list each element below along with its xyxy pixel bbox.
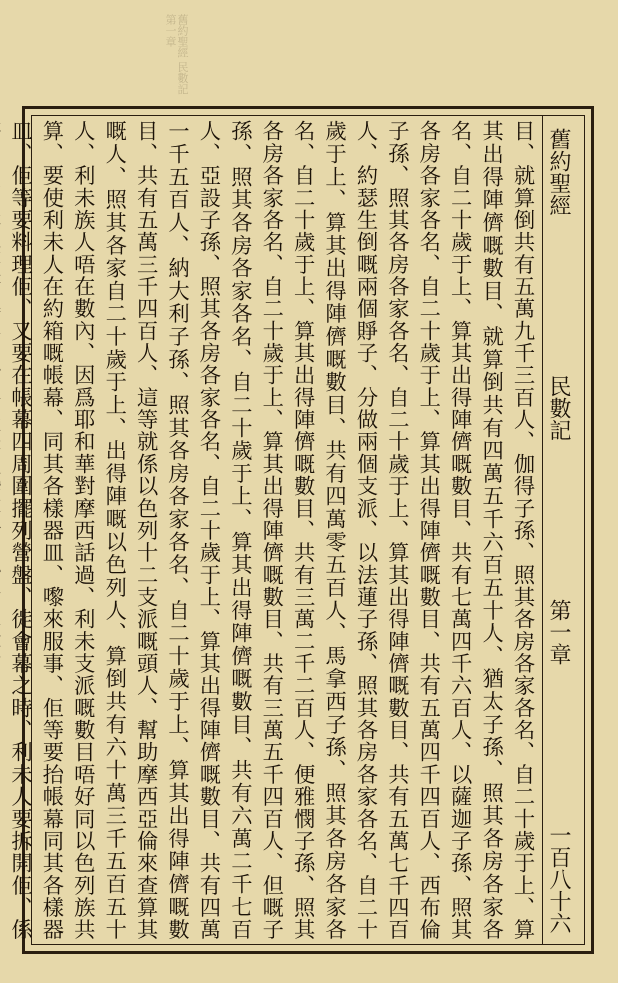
text-block: [7, 115, 585, 945]
bleed-through-text: 舊約聖經 民數記 第一章: [164, 14, 189, 95]
page-number: 一百八十六: [546, 823, 571, 934]
scripture-body: [7, 120, 538, 940]
chapter-label: 第一章: [546, 599, 571, 666]
book-name: 民數記: [546, 374, 571, 441]
page-frame: [7, 106, 594, 954]
running-head: [542, 116, 574, 944]
book-title: 舊約聖經: [546, 128, 571, 216]
scripture-text: 目、就算倒共有五萬九千三百人、伽得子孫、照其各房各家各名、自二十歲于上、算其出得陣儕嘅數目、就算倒共有四萬五千六百五十人、猶太子孫、照其各房各家各名、自二十歲于上、算其出得陣儕嘅數目、共有七萬四千六百人、以薩迦子孫、照其各房各家各名、自二十歲于上、算其出得陣儕嘅數目、共有五萬四千四百人、西布倫子孫、照其各房各家各名、自二十歲于上、算其出得陣儕嘅數目、共有五萬七千四百人、約瑟生倒嘅兩個𧶄子、分做兩個支派、以法蓮子孫、照其各房各家各名、自二十歲于上、算其出得陣儕嘅數目、共有四萬零五百人、馬拿西子孫、照其各房各家各名、自二十歲于上、算其出得陣儕嘅數目、共有三萬二千二百人、便雅憫子孫、照其各房各家各名、自二十歲于上、算其出得陣儕嘅數目、共有三萬五千四百人、但嘅子孫、照其各房各家各名、自二十歲于上、算其出得陣儕嘅數目、共有六萬二千七百人、亞設子孫、照其各房各家各名、自二十歲于上、算其出得陣儕嘅數目、共有四萬一千五百人、納大利子孫、照其各房各家各名、自二十歲于上、算其出得陣儕嘅數目、共有五萬三千四百人、這等就係以色列十二支派嘅頭人、幫助摩西亞倫來查算其嘅人、照其各家自二十歲于上、出得陣嘅以色列人、算倒共有六十萬三千五百五十人、利未族人唔在數內、因爲耶和華對摩西話過、利未支派嘅數目唔好同以色列族共算、要使利未人在約箱嘅帳幕、同其各樣器皿、嚟來服事、佢等要抬帳幕同其各樣器皿、佢等要料理佢、又要在帳幕四周圍擺列營盤、徙會幕之時、利未人要拆開佢、係: [7, 120, 535, 940]
